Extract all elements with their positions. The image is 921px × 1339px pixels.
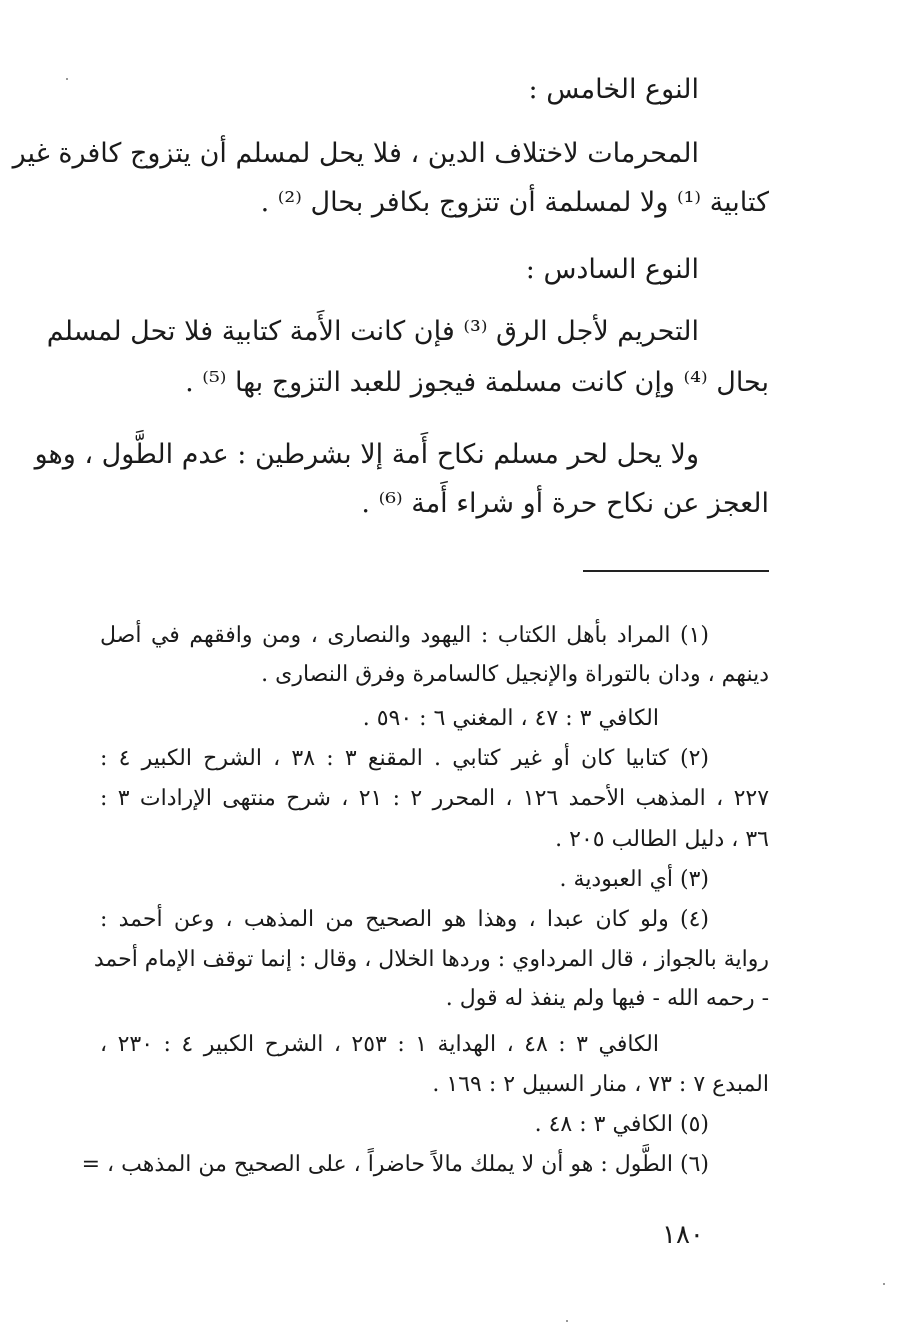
footnote-5-line-1: (٥) الكافي ٣ : ٤٨ . — [534, 1112, 709, 1137]
type6-text-line-1: التحريم لأجل الرق ⁽³⁾ فإن كانت الأَمة كتابية فلا تحل لمسلم — [46, 316, 699, 347]
scan-speck — [566, 1320, 568, 1322]
footnote-4-line-4: الكافي ٣ : ٤٨ ، الهداية ١ : ٢٥٣ ، الشرح الكبير ٤ : ٢٣٠ ، — [100, 1032, 659, 1057]
type5-text-line-2: كتابية ⁽¹⁾ ولا لمسلمة أن تتزوج بكافر بحال ⁽²⁾ . — [260, 187, 769, 218]
footnote-2-line-3: ٣٦ ، دليل الطالب ٢٠٥ . — [555, 827, 769, 852]
footnote-separator — [583, 570, 769, 572]
footnote-4-line-3: - رحمه الله - فيها ولم ينفذ له قول . — [445, 986, 769, 1011]
type5-heading: النوع الخامس : — [528, 74, 699, 105]
type6-text-line-2: بحال ⁽⁴⁾ وإن كانت مسلمة فيجوز للعبد التزوج بها ⁽⁵⁾ . — [185, 367, 769, 398]
paragraph-3-line-2: العجز عن نكاح حرة أو شراء أَمة ⁽⁶⁾ . — [361, 488, 769, 519]
footnote-2-line-1: (٢) كتابيا كان أو غير كتابي . المقنع ٣ : ٣٨ ، الشرح الكبير ٤ : — [100, 746, 709, 771]
footnote-1-line-1: (١) المراد بأهل الكتاب : اليهود والنصارى ، ومن وافقهم في أصل — [100, 623, 709, 648]
type6-heading: النوع السادس : — [525, 254, 699, 285]
type5-text-line-1: المحرمات لاختلاف الدين ، فلا يحل لمسلم أن يتزوج كافرة غير — [12, 138, 699, 169]
footnote-4-line-2: رواية بالجواز ، قال المرداوي : وردها الخلال ، وقال : إنما توقف الإمام أحمد — [93, 947, 769, 972]
scan-speck — [66, 78, 68, 80]
footnote-4-line-1: (٤) ولو كان عبدا ، وهذا هو الصحيح من المذهب ، وعن أحمد : — [100, 907, 709, 932]
page-number: ١٨٠ — [662, 1220, 704, 1250]
footnote-2-line-2: ٢٢٧ ، المذهب الأحمد ١٢٦ ، المحرر ٢ : ٢١ ، شرح منتهى الإرادات ٣ : — [100, 786, 770, 811]
footnote-1-line-3: الكافي ٣ : ٤٧ ، المغني ٦ : ٥٩٠ . — [362, 706, 659, 731]
scan-speck — [883, 1283, 885, 1285]
paragraph-3-line-1: ولا يحل لحر مسلم نكاح أَمة إلا بشرطين : عدم الطَّول ، وهو — [34, 439, 699, 470]
footnote-4-line-5: المبدع ٧ : ٧٣ ، منار السبيل ٢ : ١٦٩ . — [432, 1072, 769, 1097]
footnote-3-line-1: (٣) أي العبودية . — [559, 867, 709, 892]
footnote-1-line-2: دينهم ، ودان بالتوراة والإنجيل كالسامرة وفرق النصارى . — [261, 662, 769, 687]
footnote-6-line-1: (٦) الطَّول : هو أن لا يملك مالاً حاضراً ، على الصحيح من المذهب ، = — [81, 1152, 709, 1177]
